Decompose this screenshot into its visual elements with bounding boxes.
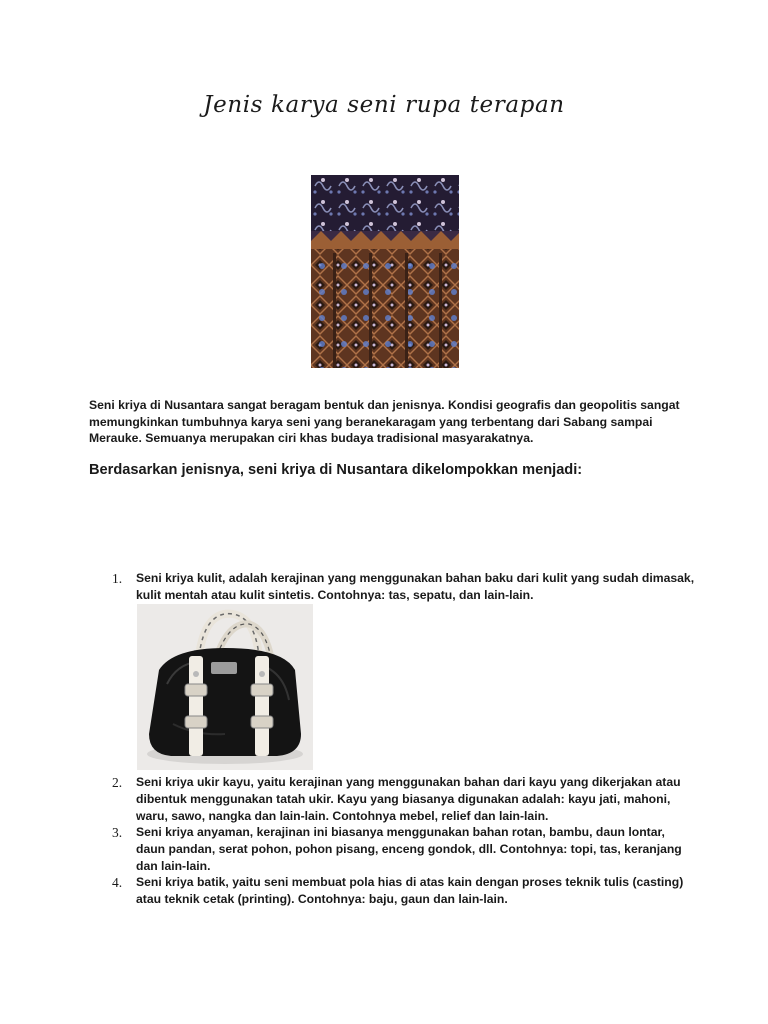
- section-subheading: Berdasarkan jenisnya, seni kriya di Nusantara dikelompokkan menjadi:: [89, 462, 583, 478]
- batik-fabric-image: [311, 175, 459, 368]
- list-item-number: 4.: [112, 875, 123, 890]
- list-item-text: Seni kriya anyaman, kerajinan ini biasanya menggunakan bahan rotan, bambu, daun lontar, daun pandan, serat pohon, pohon pisang, enceng gondok, dll. Contohnya: topi, tas, keranjang dan lain-lain.: [136, 825, 682, 873]
- list-item-text: Seni kriya ukir kayu, yaitu kerajinan yang menggunakan bahan dari kayu yang dikerjakan atau dibentuk menggunakan tatah ukir. Kayu yang biasanya digunakan adalah: kayu jati, mahoni, waru, sawo, nangka dan lain-lain. Contohnya mebel, relief dan lain-lain.: [136, 775, 681, 823]
- list-item-number: 1.: [112, 571, 123, 586]
- list-item-number: 2.: [112, 775, 123, 790]
- list-item-number: 3.: [112, 825, 123, 840]
- page-title: Jenis karya seni rupa terapan: [203, 92, 565, 118]
- list-item-text: Seni kriya batik, yaitu seni membuat pola hias di atas kain dengan proses teknik tulis (casting) atau teknik cetak (printing). Contohnya: baju, gaun dan lain-lain.: [136, 875, 684, 906]
- intro-paragraph: Seni kriya di Nusantara sangat beragam bentuk dan jenisnya. Kondisi geografis dan geopolitis sangat memungkinkan tumbuhnya karya seni yang beranekaragam yang terbentang dari Sabang sampai Merauke. Semuanya merupakan ciri khas budaya tradisional masyarakatnya.: [89, 398, 680, 445]
- leather-bag-image: [137, 604, 313, 770]
- list-item-text: Seni kriya kulit, adalah kerajinan yang menggunakan bahan baku dari kulit yang sudah dimasak, kulit mentah atau kulit sintetis. Contohnya: tas, sepatu, dan lain-lain.: [136, 571, 695, 602]
